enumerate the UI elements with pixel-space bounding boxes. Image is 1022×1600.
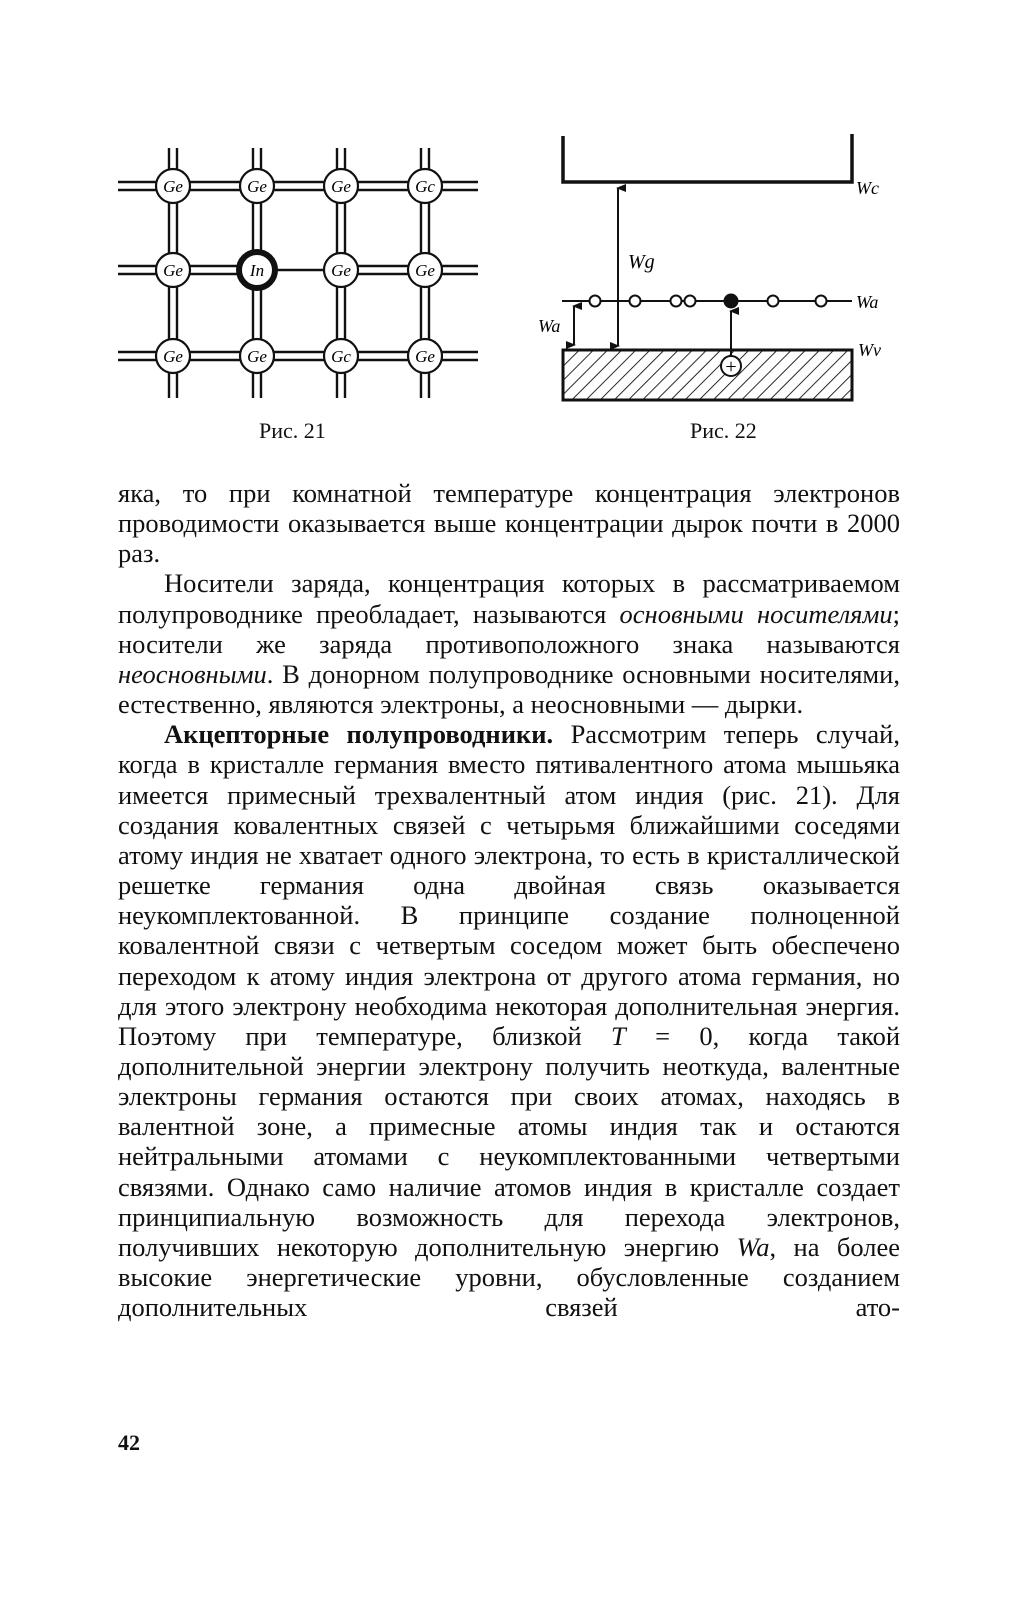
- paragraph-1-text: яка, то при комнатной температуре концентрация электронов проводимости оказывается выше концентрации дырок почти в 2000 раз.: [118, 478, 900, 569]
- atom-label: Ge: [247, 347, 267, 366]
- filled-acceptor-state: [725, 295, 738, 308]
- hole-symbol: +: [725, 356, 737, 378]
- label-wv: Wv: [858, 340, 881, 360]
- figure-22-caption: Рис. 22: [690, 418, 757, 443]
- atom-label: Ge: [163, 177, 183, 196]
- atom-label: Ge: [331, 177, 351, 196]
- empty-acceptor-state: [671, 296, 682, 307]
- p2-text-c: . В донорном полупроводнике основными носителями, естественно, являются электроны, а неосновными — дырки.: [118, 658, 900, 720]
- label-wg: Wg: [628, 251, 655, 273]
- empty-acceptor-state: [590, 296, 601, 307]
- empty-acceptor-state: [816, 296, 827, 307]
- atom-label: Ge: [415, 347, 435, 366]
- paragraph-1: [118, 478, 900, 568]
- empty-acceptor-state: [685, 296, 696, 307]
- label-wa-right: Wa: [856, 292, 879, 312]
- p3-symbol-t: T: [611, 1020, 626, 1051]
- section-heading-acceptor: Акцепторные полупроводники.: [164, 719, 554, 750]
- figure-21-lattice: [118, 138, 478, 408]
- p2-text-b: ; носители же заряда противоположного знака называются: [118, 598, 900, 659]
- body-text: [118, 478, 900, 1322]
- atom-label: Ge: [415, 261, 435, 280]
- p3-text-b: = 0, когда такой дополнительной энергии электрону получить неоткуда, валентные электроны германия остаются при своих атомах, находясь в валентной зоне, а примесные атомы индия так и остаются нейтральными атомами с неукомплектованными четвертыми связями. Однако само наличие атомов индия в кристалле создает принципиальную возможность для перехода электронов, получивших некоторую дополнительную энергию: [118, 1020, 900, 1262]
- atom-label: Ge: [247, 177, 267, 196]
- figure-21-caption: Рис. 21: [259, 418, 326, 443]
- valence-band: [563, 350, 852, 400]
- label-wc: Wc: [856, 178, 879, 198]
- atom-label: Ge: [163, 347, 183, 366]
- empty-acceptor-state: [768, 296, 779, 307]
- paragraph-2: [118, 568, 900, 719]
- paragraph-3: [118, 719, 900, 1322]
- conduction-band-edge: [563, 134, 852, 182]
- atom-label: Ge: [331, 261, 351, 280]
- label-wa-left: Wa: [538, 316, 561, 336]
- p2-term-main-carriers: основными носителями: [619, 598, 893, 629]
- atom-label: In: [249, 261, 265, 280]
- p3-symbol-wa: Wa: [736, 1231, 770, 1262]
- page-number: 42: [118, 1430, 140, 1455]
- p3-text-a: Рассмотрим теперь случай, когда в кристалле германия вместо пятивалентного атома мышьяка имеется примесный трехвалентный атом индия (рис. 21). Для создания ковалентных связей с четырьмя ближайшими соседями атому индия не хватает одного электрона, то есть в кристаллической решетке германия одна двойная связь оказывается неукомплектованной. В принципе создание полноценной ковалентной связи с четвертым соседом может быть обеспечено переходом к атому индия электрона от другого атома германия, но для этого электрону необходима некоторая дополнительная энергия. Поэтому при температуре, близкой: [118, 719, 900, 1051]
- atom-label: Gc: [415, 177, 435, 196]
- p3-text-c: , на более высокие энергетические уровни, обусловленные созданием дополнительных связей ато-: [118, 1231, 901, 1323]
- figure-22-band-diagram: [532, 128, 912, 408]
- p2-text-a: Носители заряда, концентрация которых в рассматриваемом полупроводнике преобладает, называются: [118, 568, 900, 629]
- atom-label: Ge: [163, 261, 183, 280]
- p2-term-minority: неосновными: [118, 658, 267, 689]
- empty-acceptor-state: [630, 296, 641, 307]
- atom-label: Gc: [331, 347, 351, 366]
